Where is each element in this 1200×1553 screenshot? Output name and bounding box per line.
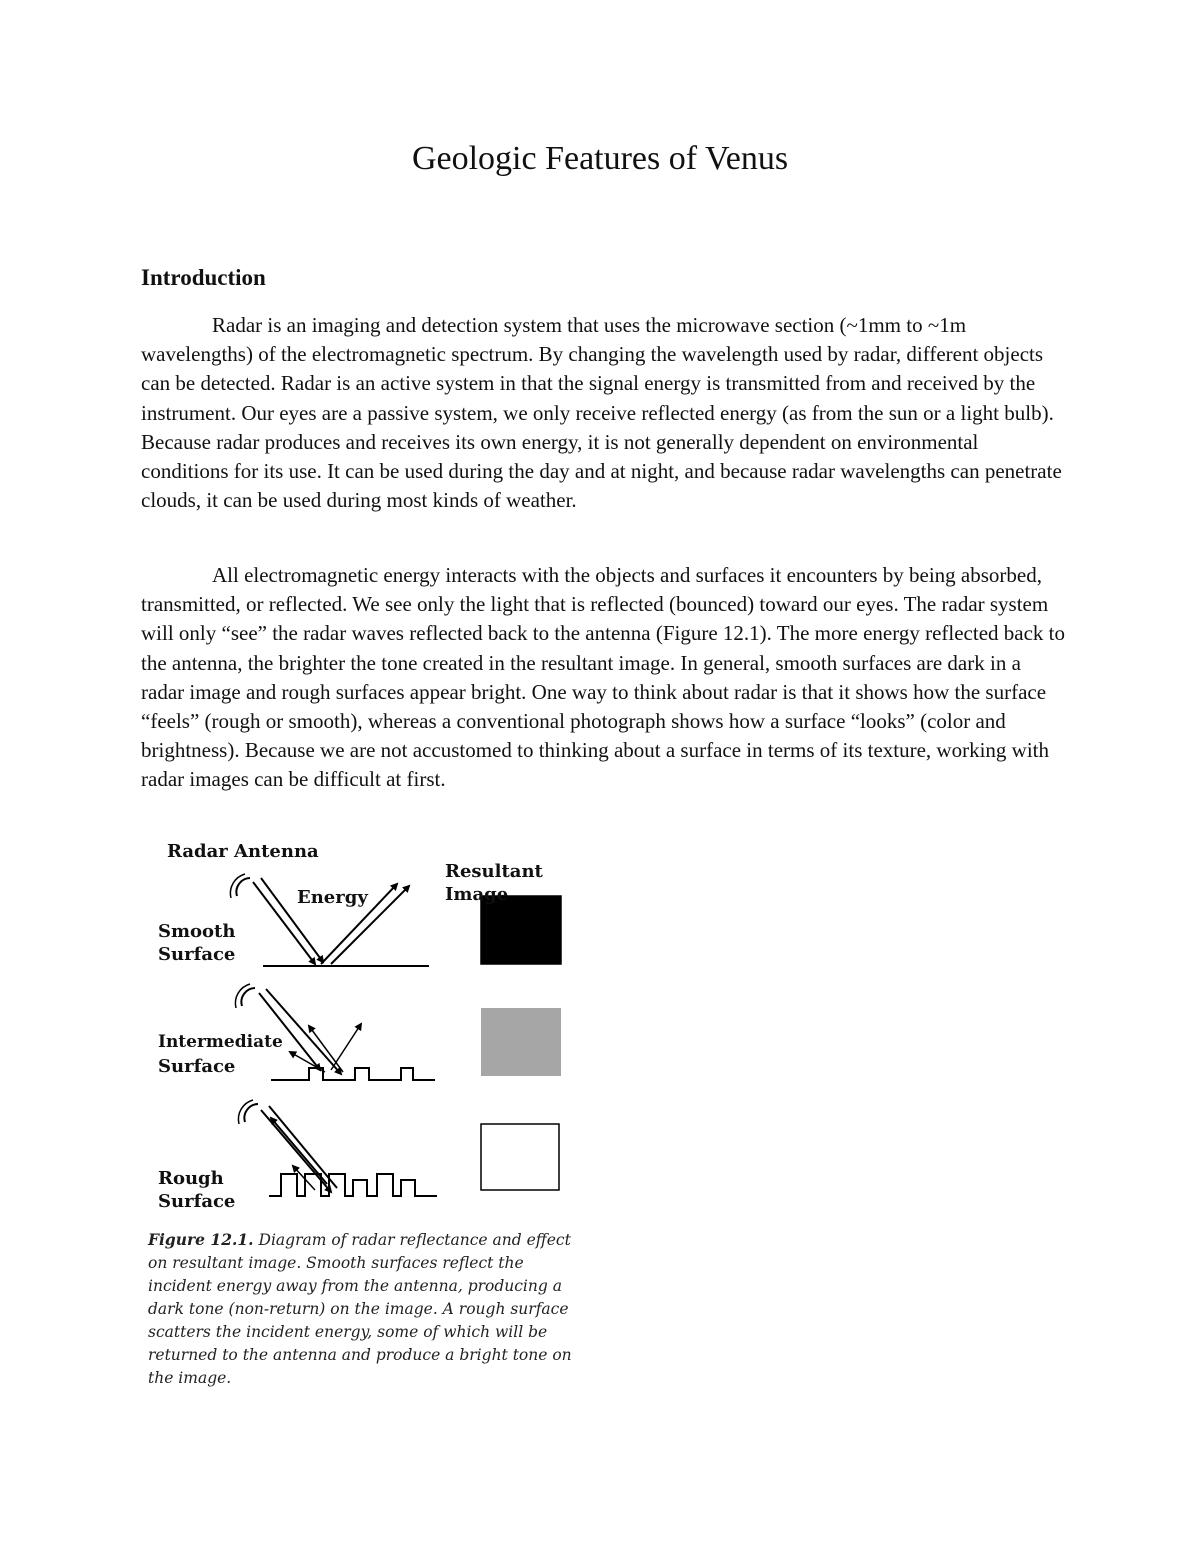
rough-tone-square (481, 1124, 559, 1190)
intermediate-surface-line (271, 1068, 435, 1080)
caption-number: Figure 12.1. (148, 1230, 254, 1249)
smooth-label: Smooth (158, 921, 236, 942)
antenna-icon (236, 878, 250, 896)
intro-paragraph-1: Radar is an imaging and detection system that uses the microwave section (~1mm to ~1m wavelengths) of the electromagnetic spectrum. By changing the wavelength used by radar, different objects can be detected. Radar is an active system in that the signal energy is transmitted from and received by the instrument. Our eyes are a passive system, we only receive reflected energy (as from the sun or a light bulb). Because radar produces and receives its own energy, it is not generally dependent on environmental conditions for its use. It can be used during the day and at night, and because radar wavelengths can penetrate clouds, it can be used during most kinds of weather. (141, 313, 1062, 513)
section-heading: Introduction (141, 265, 266, 290)
radar-antenna-label: Radar Antenna (167, 841, 319, 862)
antenna-icon (241, 988, 255, 1006)
resultant-image-label: Resultant Image (445, 861, 543, 905)
intermediate-surface-label: Surface (158, 1056, 236, 1077)
rough-surface-label: Surface (158, 1191, 236, 1212)
smooth-surface-label: Surface (158, 944, 236, 965)
page-title: Geologic Features of Venus (411, 140, 789, 177)
smooth-tone-square (481, 896, 561, 964)
antenna-icon (244, 1104, 258, 1122)
rough-surface-line (269, 1174, 437, 1196)
radar-reflectance-figure (145, 838, 595, 1387)
intro-paragraph-2: All electromagnetic energy interacts with the objects and surfaces it encounters by being absorbed, transmitted, or reflected. We see only the light that is reflected (bounced) toward our eyes. The radar system will only “see” the radar waves reflected back to the antenna (Figure 12.1). The more energy reflected back to the antenna, the brighter the tone created in the resultant image. In general, smooth surfaces are dark in a radar image and rough surfaces appear bright. One way to think about radar is that it shows how the surface “feels” (rough or smooth), whereas a conventional photograph shows how a surface “looks” (color and brightness). Because we are not accustomed to thinking about a surface in terms of its texture, working with radar images can be difficult at first. (141, 563, 1065, 792)
intermediate-row (235, 984, 561, 1080)
intermediate-tone-square (481, 1008, 561, 1076)
figure-caption (148, 1228, 588, 1390)
rough-label: Rough (158, 1168, 224, 1189)
caption-text: Diagram of radar reflectance and effect on resultant image. Smooth surfaces reflect the incident energy away from the antenna, producing a dark tone (non-return) on the image. A rough surface scatters the incident energy, some of which will be returned to the antenna and produce a bright tone on the image. (148, 1231, 572, 1387)
rough-row (238, 1100, 559, 1196)
energy-label: Energy (297, 887, 368, 908)
incident-energy-arrow (269, 1106, 337, 1188)
intermediate-label: Intermediate (158, 1032, 283, 1052)
